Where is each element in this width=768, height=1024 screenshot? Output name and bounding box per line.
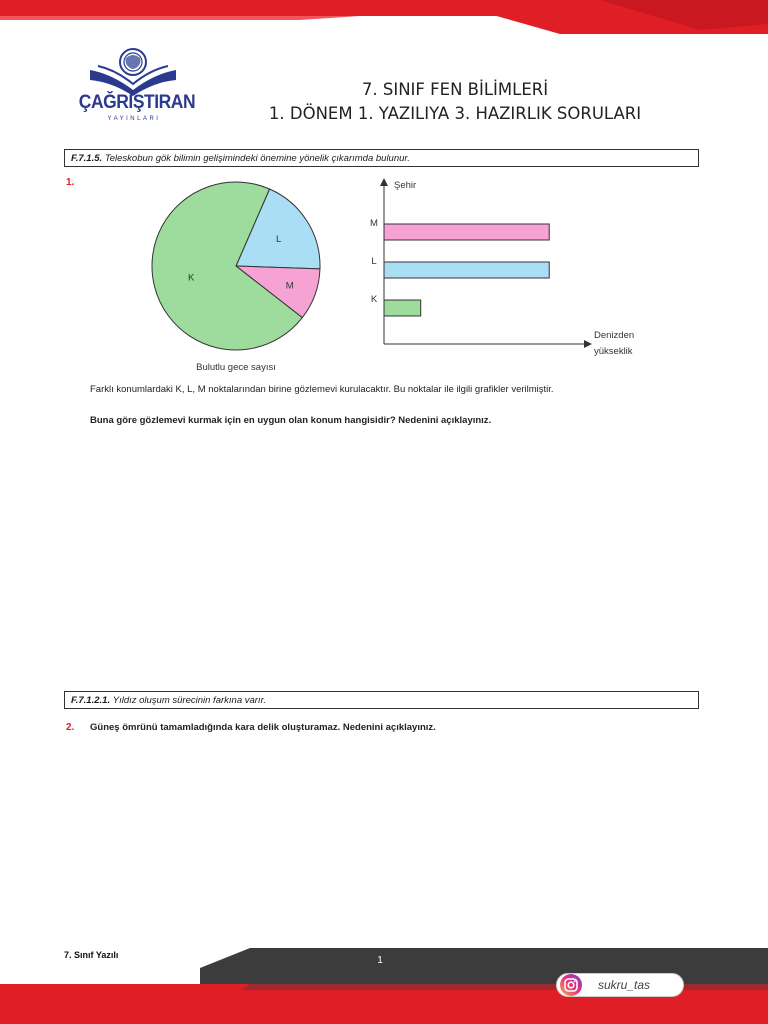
x-axis-arrow-icon (584, 340, 592, 348)
pie-chart-cloudy-nights (145, 168, 335, 378)
outcome-code: F.7.1.2.1. (71, 695, 111, 706)
outcome-code: F.7.1.5. (71, 153, 103, 164)
bar-label-l: L (371, 256, 377, 267)
bar-l (384, 262, 549, 278)
question-number-2: 2. (66, 722, 75, 733)
pie-chart-title: Bulutlu gece sayısı (196, 362, 276, 373)
outcome-text: Yıldız oluşum sürecinin farkına varır. (112, 695, 267, 706)
x-axis-label-line2: yükseklik (594, 346, 633, 357)
question-2-prompt: Güneş ömrünü tamamladığında kara delik oluşturamaz. Nedenini açıklayınız. (90, 722, 436, 733)
y-axis-arrow-icon (380, 178, 388, 186)
learning-outcome-box-2 (64, 691, 699, 709)
bar-chart-altitude (360, 172, 660, 364)
x-axis-label-line1: Denizden (594, 330, 635, 341)
brand-subtitle: YAYINLARI (107, 116, 161, 122)
pie-label-l: L (275, 234, 282, 246)
bar-k (384, 300, 421, 316)
pie-label-k: K (188, 272, 195, 284)
bar-m (384, 224, 549, 240)
header-decoration (0, 0, 768, 34)
y-axis-label: Şehir (394, 180, 417, 191)
question-1-prompt: Buna göre gözlemevi kurmak için en uygun olan konum hangisidir? Nedenini açıklayınız. (90, 415, 492, 426)
outcome-text: Teleskobun gök bilimin gelişimindeki önemine yönelik çıkarımda bulunur. (104, 153, 410, 164)
page-title: 7. SINIF FEN BİLİMLERİ (361, 80, 549, 99)
pie-label-m: M (285, 280, 294, 292)
bar-label-k: K (370, 294, 378, 305)
page-subtitle: 1. DÖNEM 1. YAZILIYA 3. HAZIRLIK SORULARI (268, 104, 642, 123)
footer-label: 7. Sınıf Yazılı (64, 950, 119, 960)
question-number-1: 1. (66, 177, 75, 188)
question-1-intro: Farklı konumlardaki K, L, M noktalarından birine gözlemevi kurulacaktır. Bu noktalar ile ilgili grafikler verilmiştir. (90, 384, 554, 395)
instagram-handle[interactable]: sukru_tas (598, 978, 651, 992)
brand-name: ÇAĞRIŞTIRAN (78, 92, 196, 113)
instagram-icon[interactable] (560, 974, 582, 996)
page-number: 1 (377, 955, 383, 966)
learning-outcome-box-1 (64, 149, 699, 167)
bar-label-m: M (370, 218, 378, 229)
